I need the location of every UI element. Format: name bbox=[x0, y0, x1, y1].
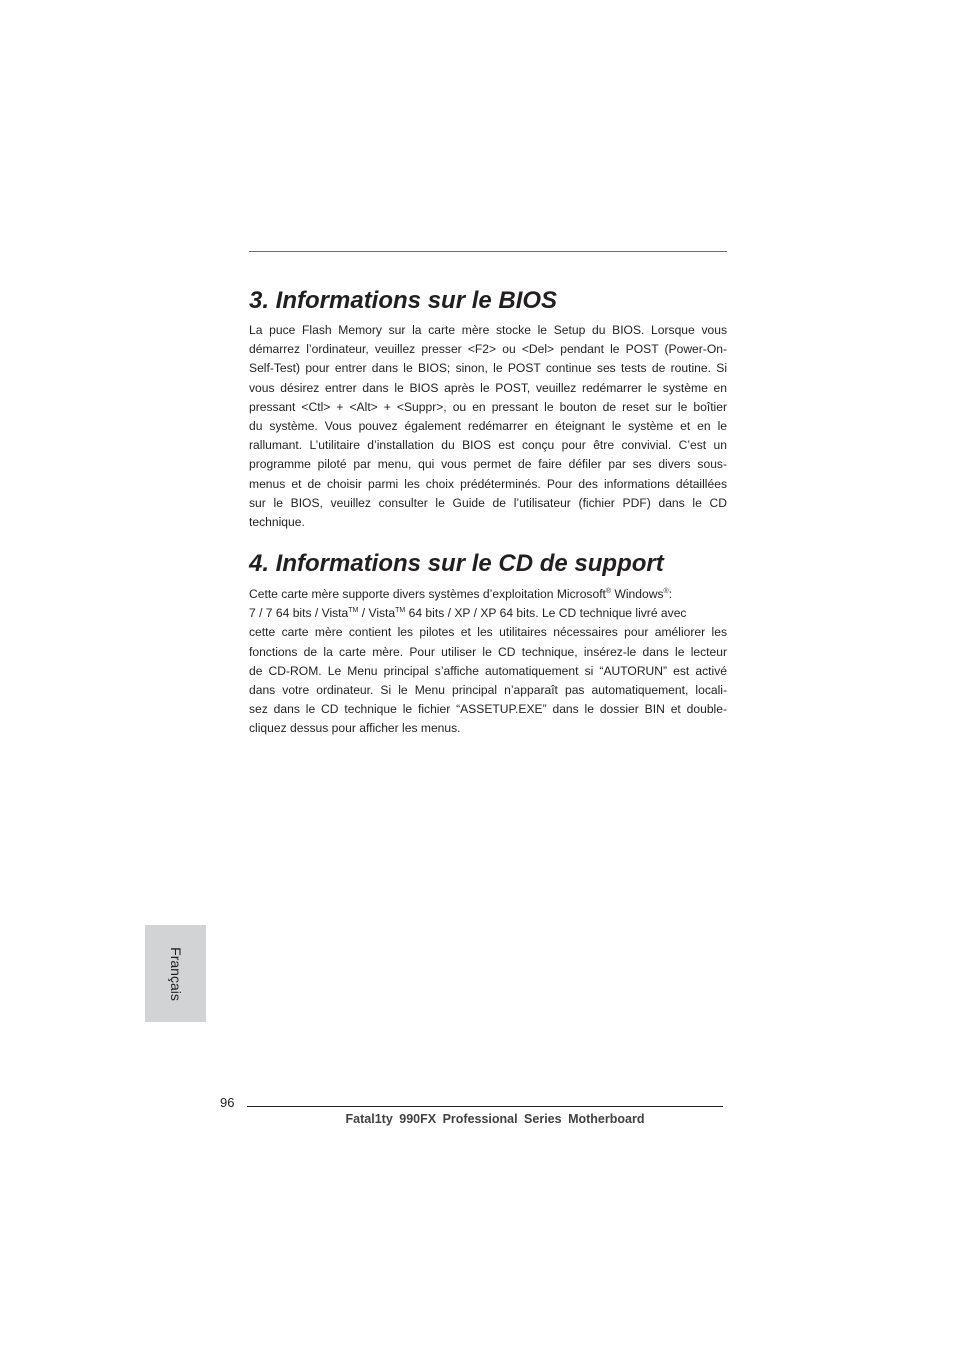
trademark-mark: TM bbox=[395, 607, 406, 615]
section-3-heading: 3. Informations sur le BIOS bbox=[249, 287, 558, 314]
page-number: 96 bbox=[220, 1095, 235, 1110]
language-label: Français bbox=[167, 946, 184, 1001]
section-4-body bbox=[249, 585, 727, 739]
body-line-versions bbox=[249, 604, 727, 623]
language-side-tab bbox=[145, 925, 206, 1022]
body-line: La puce Flash Memory sur la carte mère stocke le Setup du BIOS. Lorsque vous bbox=[249, 323, 727, 337]
footer-rule bbox=[247, 1106, 723, 1107]
body-line: sur le BIOS, veuillez consulter le Guide de l’utilisateur (fichier PDF) dans le CD bbox=[249, 495, 727, 510]
body-line: fonctions de la carte mère. Pour utiliser le CD technique, insérez-le dans le lecteur bbox=[249, 644, 727, 659]
body-line: dans votre ordinateur. Si le Menu principal n’apparaît pas automatiquement, locali- bbox=[249, 683, 727, 698]
body-line: programme piloté par menu, qui vous permet de faire défiler par ses divers sous- bbox=[249, 457, 727, 472]
body-line: rallumant. L’utilitaire d’installation du BIOS est conçu pour être convivial. C’est un bbox=[249, 438, 727, 453]
body-line-os bbox=[249, 585, 727, 604]
top-rule bbox=[249, 251, 727, 252]
body-line: Self-Test) pour entrer dans le BIOS; sinon, le POST continue ses tests de routine. Si bbox=[249, 361, 727, 376]
section-3-body bbox=[249, 321, 727, 532]
body-line: cette carte mère contient les pilotes et les utilitaires nécessaires pour améliorer les bbox=[249, 625, 727, 640]
body-line: sez dans le CD technique le fichier “ASSETUP.EXE” dans le dossier BIN et double- bbox=[249, 702, 727, 717]
text-fragment: 7 / 7 64 bits / Vista bbox=[249, 606, 349, 621]
body-line: menus et de choisir parmi les choix prédéterminés. Pour des informations détaillées bbox=[249, 476, 727, 491]
body-line: vous désirez entrer dans le BIOS après le POST, veuillez redémarrer le système en bbox=[249, 380, 727, 395]
text-fragment: Cette carte mère supporte divers systèmes d’exploitation Microsoft bbox=[249, 587, 606, 601]
registered-mark: ® bbox=[663, 588, 669, 595]
trademark-mark: TM bbox=[348, 607, 359, 615]
text-fragment: / Vista bbox=[358, 606, 396, 621]
registered-mark: ® bbox=[605, 588, 612, 595]
body-line: cliquez dessus pour afficher les menus. bbox=[249, 721, 461, 736]
body-line: technique. bbox=[249, 515, 305, 530]
body-line: de CD-ROM. Le Menu principal s’affiche automatiquement si “AUTORUN” est activé bbox=[249, 663, 727, 678]
text-fragment: Windows bbox=[611, 587, 664, 601]
footer-title: Fatal1ty 990FX Professional Series Motherboard bbox=[345, 1112, 645, 1126]
section-4-heading: 4. Informations sur le CD de support bbox=[249, 550, 664, 577]
text-fragment: 64 bits / XP / XP 64 bits. Le CD technique livré avec bbox=[405, 606, 687, 621]
body-line: du système. Vous pouvez également redémarrer en éteignant le système et en le bbox=[249, 419, 727, 434]
body-line: démarrez l’ordinateur, veuillez presser <F2> ou <Del> pendant le POST (Power-On- bbox=[249, 342, 727, 357]
body-line: pressant <Ctl> + <Alt> + <Suppr>, ou en pressant le bouton de reset sur le boîtier bbox=[249, 399, 727, 414]
text-fragment: : bbox=[668, 587, 673, 601]
